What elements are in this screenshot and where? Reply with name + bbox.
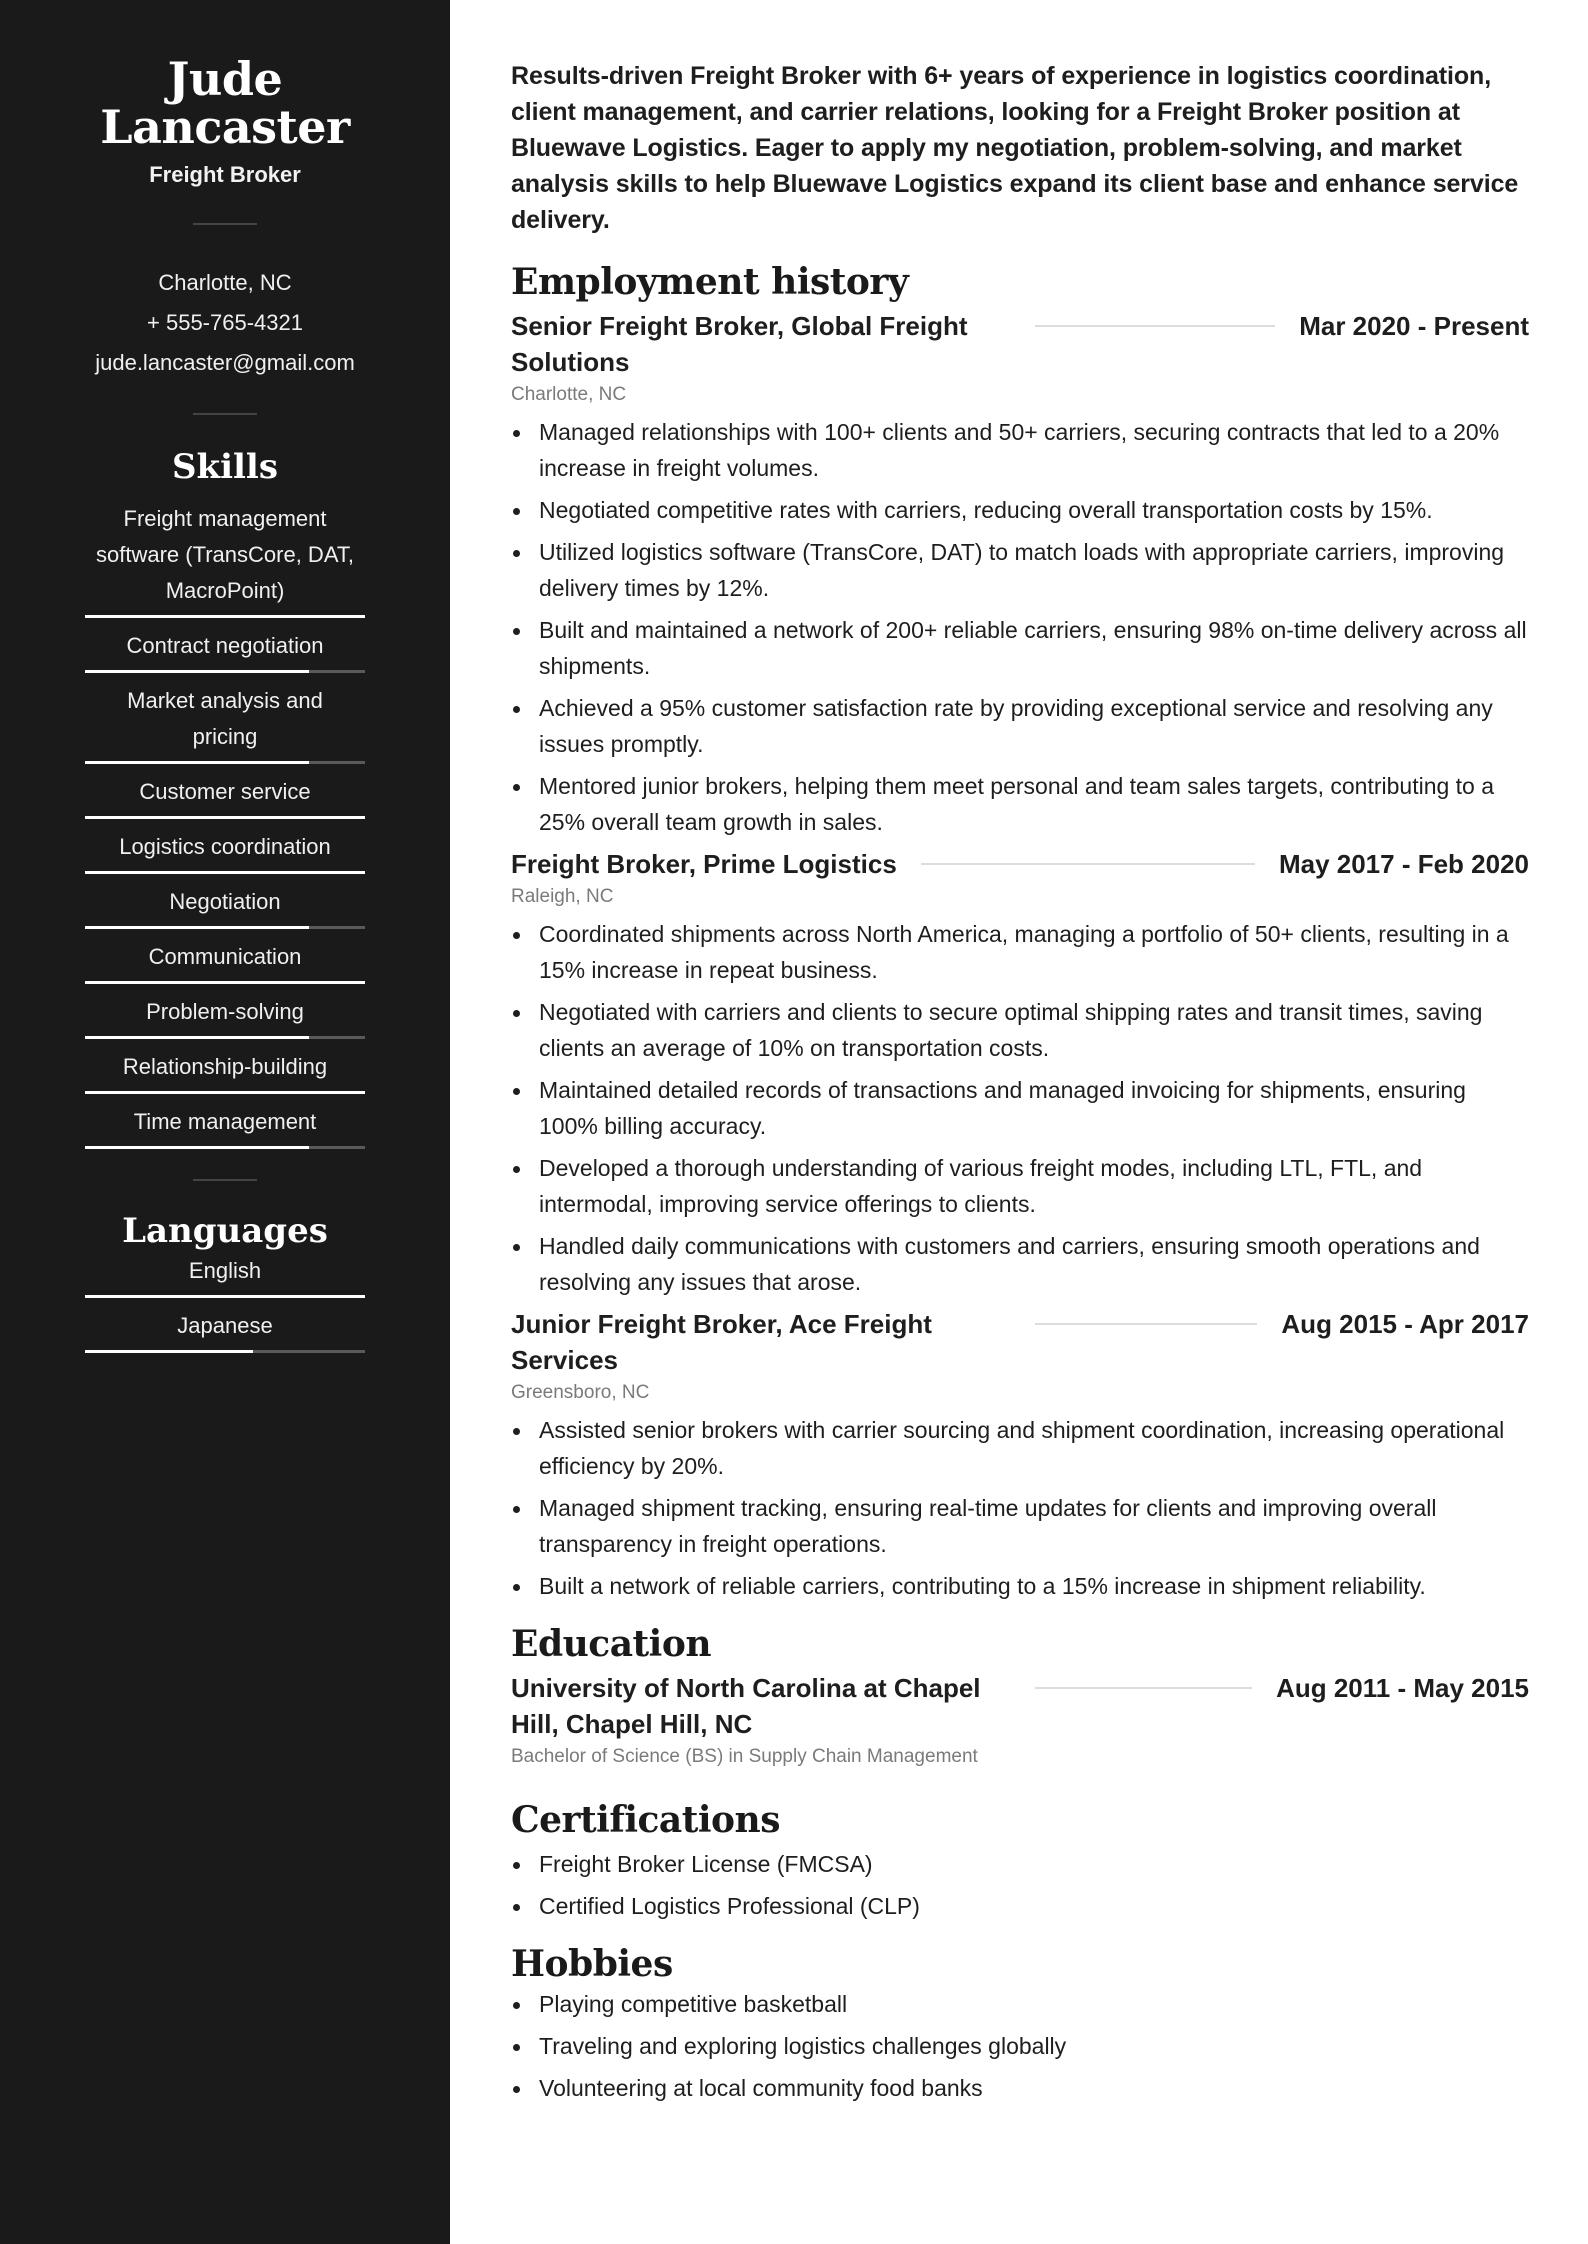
contact-phone[interactable]: + 555-765-4321 <box>147 310 303 335</box>
list-item: Traveling and exploring logistics challenges globally <box>511 2028 1529 2064</box>
list-item: Freight Broker License (FMCSA) <box>511 1846 1529 1882</box>
education-heading: Education <box>511 1623 712 1665</box>
divider <box>193 413 257 415</box>
skill-label: Negotiation <box>169 889 281 914</box>
employment-heading: Employment history <box>511 261 909 303</box>
education-degree: Bachelor of Science (BS) in Supply Chain Management <box>511 1746 978 1767</box>
education-dates: Aug 2011 - May 2015 <box>1276 1673 1529 1703</box>
skills-list <box>85 495 365 1149</box>
separator-line <box>1035 1323 1257 1325</box>
list-item: Built a network of reliable carriers, contributing to a 15% increase in shipment reliability. <box>511 1568 1529 1604</box>
skill-level-fill <box>85 871 365 874</box>
list-item: Coordinated shipments across North America, managing a portfolio of 50+ clients, resulting in a 15% increase in repeat business. <box>511 916 1529 988</box>
skill-level-bar <box>85 761 365 764</box>
language-label: English <box>188 1258 262 1283</box>
skill-level-fill <box>85 670 309 673</box>
skill-level-fill <box>85 761 309 764</box>
divider <box>193 1179 257 1181</box>
skill-label: Freight management software (TransCore, DAT, MacroPoint) <box>96 506 354 603</box>
hobbies-list <box>511 1986 1529 2106</box>
contact-block <box>0 263 450 383</box>
skill-item <box>85 768 365 819</box>
skill-level-bar <box>85 816 365 819</box>
language-label: Japanese <box>177 1313 273 1338</box>
skill-level-bar <box>85 615 365 618</box>
languages-heading: Languages <box>122 1211 328 1251</box>
hobbies-heading: Hobbies <box>511 1943 673 1985</box>
languages-list <box>85 1253 365 1353</box>
job-bullets <box>511 1412 1529 1604</box>
skill-level-bar <box>85 926 365 929</box>
skill-level-bar <box>85 1091 365 1094</box>
skill-item <box>85 823 365 874</box>
divider <box>193 223 257 225</box>
contact-location: Charlotte, NC <box>158 270 292 295</box>
name-last: Lancaster <box>100 100 350 154</box>
skill-item <box>85 878 365 929</box>
job-dates: Aug 2015 - Apr 2017 <box>1281 1309 1529 1339</box>
skill-item <box>85 622 365 673</box>
skill-label: Market analysis and pricing <box>127 688 323 749</box>
employment-section <box>511 260 1529 1604</box>
skill-item <box>85 933 365 984</box>
job-bullets <box>511 916 1529 1300</box>
list-item: Certified Logistics Professional (CLP) <box>511 1888 1529 1924</box>
education-header <box>511 1670 1529 1742</box>
list-item: Built and maintained a network of 200+ reliable carriers, ensuring 98% on-time delivery across all shipments. <box>511 612 1529 684</box>
list-item: Developed a thorough understanding of various freight modes, including LTL, FTL, and intermodal, improving service offerings to clients. <box>511 1150 1529 1222</box>
skill-level-fill <box>85 926 309 929</box>
skill-level-fill <box>85 1036 309 1039</box>
skill-level-bar <box>85 1146 365 1149</box>
education-section <box>511 1622 1529 1772</box>
list-item: Assisted senior brokers with carrier sourcing and shipment coordination, increasing operational efficiency by 20%. <box>511 1412 1529 1484</box>
skill-item <box>85 988 365 1039</box>
job-location: Charlotte, NC <box>511 384 627 405</box>
candidate-job-title: Freight Broker <box>149 162 301 187</box>
skill-item <box>85 677 365 764</box>
list-item: Negotiated with carriers and clients to secure optimal shipping rates and transit times, saving clients an average of 10% on transportation costs. <box>511 994 1529 1066</box>
language-level-fill <box>85 1350 253 1353</box>
certifications-heading: Certifications <box>511 1799 780 1841</box>
job-title: Junior Freight Broker, Ace Freight Services <box>511 1309 932 1375</box>
list-item: Managed shipment tracking, ensuring real-time updates for clients and improving overall transparency in freight operations. <box>511 1490 1529 1562</box>
separator-line <box>1035 1687 1252 1689</box>
skill-level-bar <box>85 871 365 874</box>
skill-label: Communication <box>148 944 302 969</box>
profile-summary: Results-driven Freight Broker with 6+ years of experience in logistics coordination, client management, and carrier relations, looking for a Freight Broker position at Bluewave Logistics. Eager to apply my negotiation, problem-solving, and market analysis skills to help Bluewave Logistics expand its client base and enhance service delivery. <box>511 62 1519 234</box>
skills-section <box>0 445 450 1149</box>
skill-level-bar <box>85 670 365 673</box>
hobbies-section <box>511 1942 1529 2106</box>
job-header <box>511 846 1529 882</box>
education-school: University of North Carolina at Chapel Hill, Chapel Hill, NC <box>511 1673 981 1739</box>
sidebar <box>0 0 450 2244</box>
list-item: Playing competitive basketball <box>511 1986 1529 2022</box>
job-title: Freight Broker, Prime Logistics <box>511 849 897 879</box>
skill-level-fill <box>85 1091 365 1094</box>
skill-level-fill <box>85 981 365 984</box>
job-location: Raleigh, NC <box>511 886 614 907</box>
list-item: Volunteering at local community food banks <box>511 2070 1529 2106</box>
contact-email[interactable]: jude.lancaster@gmail.com <box>95 350 355 375</box>
skill-level-fill <box>85 1146 309 1149</box>
list-item: Maintained detailed records of transactions and managed invoicing for shipments, ensuring 100% billing accuracy. <box>511 1072 1529 1144</box>
skill-label: Customer service <box>139 779 311 804</box>
list-item: Achieved a 95% customer satisfaction rate by providing exceptional service and resolving any issues promptly. <box>511 690 1529 762</box>
list-item: Handled daily communications with customers and carriers, ensuring smooth operations and resolving any issues that arose. <box>511 1228 1529 1300</box>
separator-line <box>1035 325 1275 327</box>
skill-label: Time management <box>133 1109 317 1134</box>
list-item: Mentored junior brokers, helping them meet personal and team sales targets, contributing to a 25% overall team growth in sales. <box>511 768 1529 840</box>
certifications-section <box>511 1798 1529 1924</box>
skill-level-fill <box>85 816 365 819</box>
job-title: Senior Freight Broker, Global Freight Solutions <box>511 311 968 377</box>
skill-level-fill <box>85 615 365 618</box>
job-bullets <box>511 414 1529 840</box>
list-item: Utilized logistics software (TransCore, DAT) to match loads with appropriate carriers, improving delivery times by 12%. <box>511 534 1529 606</box>
skill-item <box>85 495 365 618</box>
skill-label: Relationship-building <box>122 1054 328 1079</box>
skill-label: Contract negotiation <box>126 633 324 658</box>
skill-label: Problem-solving <box>146 999 304 1024</box>
separator-line <box>921 863 1255 865</box>
job-header <box>511 1306 1529 1378</box>
main-content <box>511 58 1529 2112</box>
job-entry <box>511 846 1529 1300</box>
skills-heading: Skills <box>171 447 278 487</box>
job-dates: May 2017 - Feb 2020 <box>1278 849 1529 879</box>
job-location: Greensboro, NC <box>511 1382 650 1403</box>
certifications-list <box>511 1846 1529 1924</box>
candidate-name <box>0 52 450 154</box>
job-header <box>511 308 1529 380</box>
list-item: Managed relationships with 100+ clients and 50+ carriers, securing contracts that led to a 20% increase in freight volumes. <box>511 414 1529 486</box>
list-item: Negotiated competitive rates with carriers, reducing overall transportation costs by 15%. <box>511 492 1529 528</box>
language-level-bar <box>85 1295 365 1298</box>
languages-section <box>0 1209 450 1353</box>
name-first: Jude <box>167 52 283 106</box>
job-entry <box>511 308 1529 840</box>
skill-item <box>85 1098 365 1149</box>
language-item <box>85 1253 365 1298</box>
skill-label: Logistics coordination <box>119 834 331 859</box>
language-item <box>85 1302 365 1353</box>
skill-level-bar <box>85 1036 365 1039</box>
language-level-bar <box>85 1350 365 1353</box>
skill-item <box>85 1043 365 1094</box>
job-dates: Mar 2020 - Present <box>1299 311 1529 341</box>
language-level-fill <box>85 1295 365 1298</box>
skill-level-bar <box>85 981 365 984</box>
job-entry <box>511 1306 1529 1604</box>
